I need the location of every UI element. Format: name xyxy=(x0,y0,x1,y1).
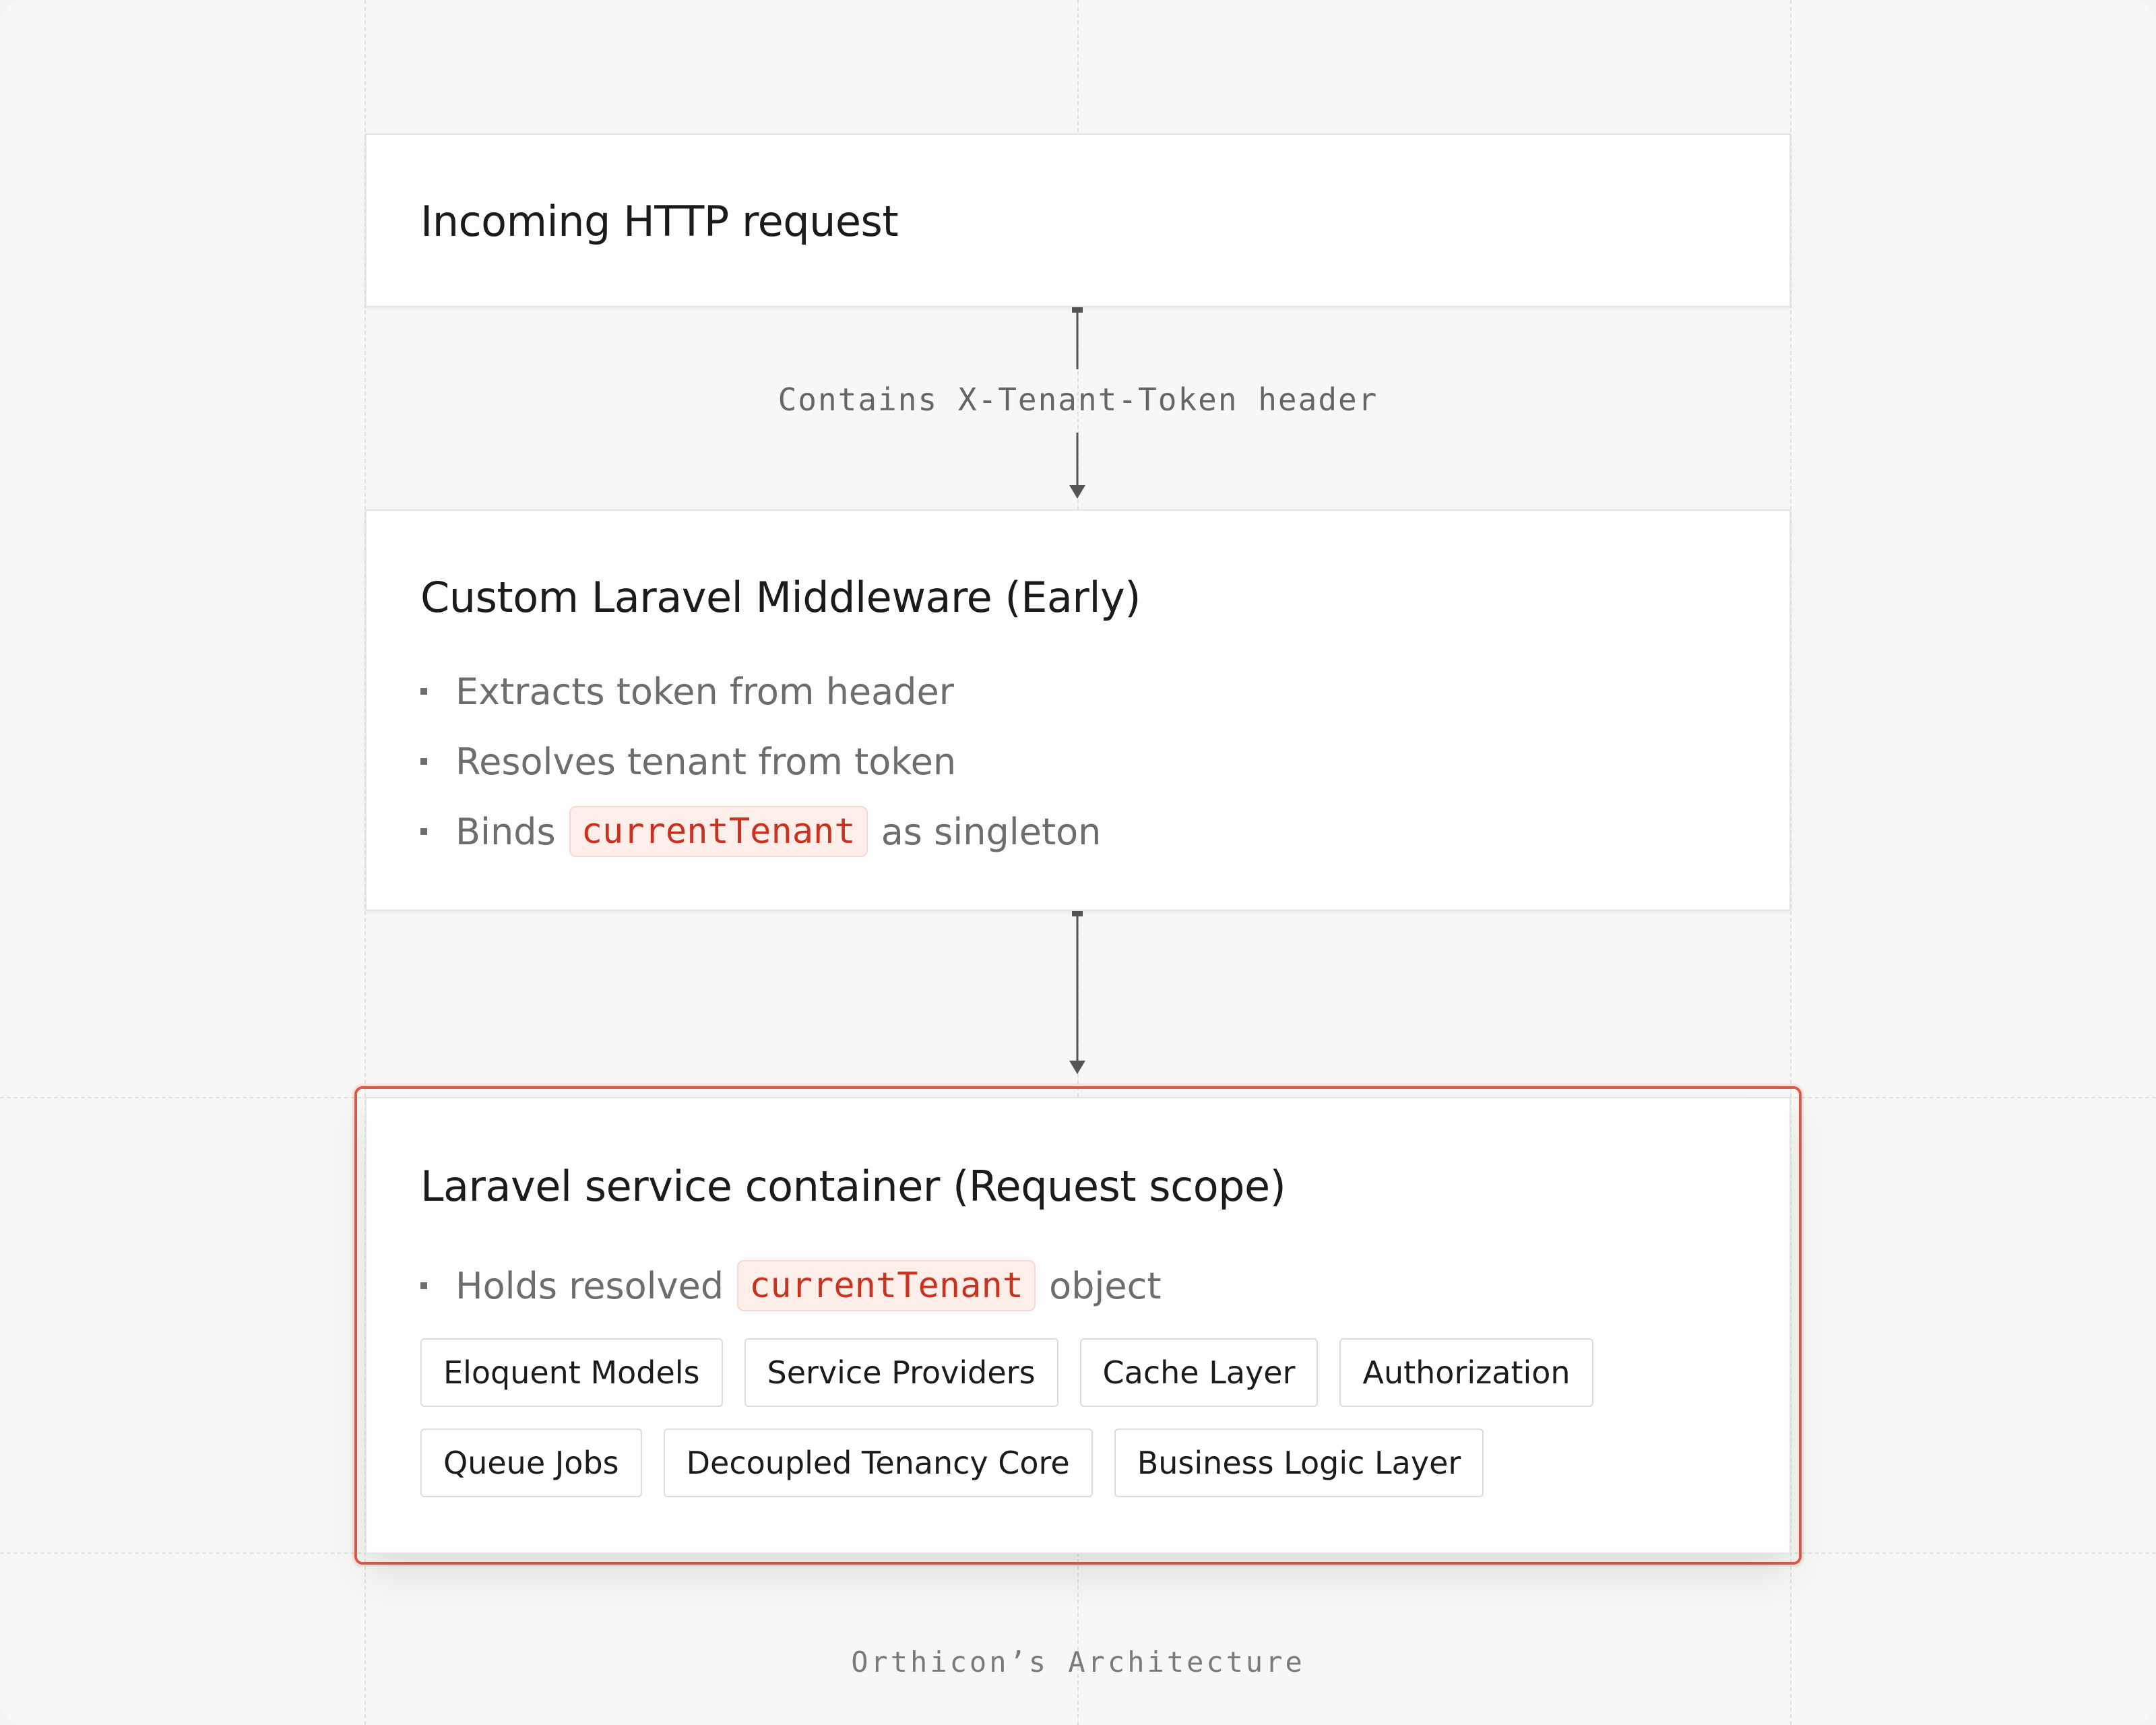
bullet-text: Resolves tenant from token xyxy=(455,740,957,783)
diagram-caption: Orthicon’s Architecture xyxy=(851,1645,1305,1679)
bullet-item xyxy=(420,656,1101,726)
step-title: Laravel service container (Request scope) xyxy=(420,1162,1286,1211)
bullet-icon xyxy=(420,1282,427,1289)
code-token: currentTenant xyxy=(569,806,868,857)
bullet-icon xyxy=(420,758,427,765)
tag-cache-layer: Cache Layer xyxy=(1080,1338,1319,1407)
bullet-text: as singleton xyxy=(881,810,1102,853)
tag-service-providers: Service Providers xyxy=(744,1338,1058,1407)
bullet-item xyxy=(420,1251,1162,1321)
tag-business-logic-layer: Business Logic Layer xyxy=(1114,1429,1484,1497)
tag-decoupled-tenancy-core: Decoupled Tenancy Core xyxy=(664,1429,1093,1497)
bullet-icon xyxy=(420,688,427,695)
arrowhead-icon xyxy=(1069,485,1085,499)
arrowhead-icon xyxy=(1069,1061,1085,1074)
connector-label: Contains X-Tenant-Token header xyxy=(778,381,1378,418)
code-token: currentTenant xyxy=(737,1260,1036,1311)
tag-queue-jobs: Queue Jobs xyxy=(420,1429,642,1497)
step-title: Custom Laravel Middleware (Early) xyxy=(420,573,1141,622)
bullet-text: Extracts token from header xyxy=(455,670,954,713)
consumer-tags xyxy=(420,1338,1701,1519)
bullet-text: Binds xyxy=(455,810,556,853)
step-service-container xyxy=(365,1097,1791,1554)
step-incoming-request xyxy=(365,133,1791,307)
bullet-item xyxy=(420,726,1101,796)
bullet-icon xyxy=(420,828,427,835)
tag-authorization: Authorization xyxy=(1339,1338,1593,1407)
tag-row xyxy=(420,1338,1701,1407)
bullet-item xyxy=(420,796,1101,867)
bullet-text: Holds resolved xyxy=(455,1264,724,1307)
step-bullet-list xyxy=(420,1251,1162,1321)
step-title: Incoming HTTP request xyxy=(420,197,899,246)
step-middleware xyxy=(365,509,1791,911)
bullet-text: object xyxy=(1049,1264,1162,1307)
tag-row xyxy=(420,1429,1701,1497)
tag-eloquent-models: Eloquent Models xyxy=(420,1338,723,1407)
step-bullet-list xyxy=(420,656,1101,867)
connector-middleware-to-container xyxy=(1069,906,1085,1074)
